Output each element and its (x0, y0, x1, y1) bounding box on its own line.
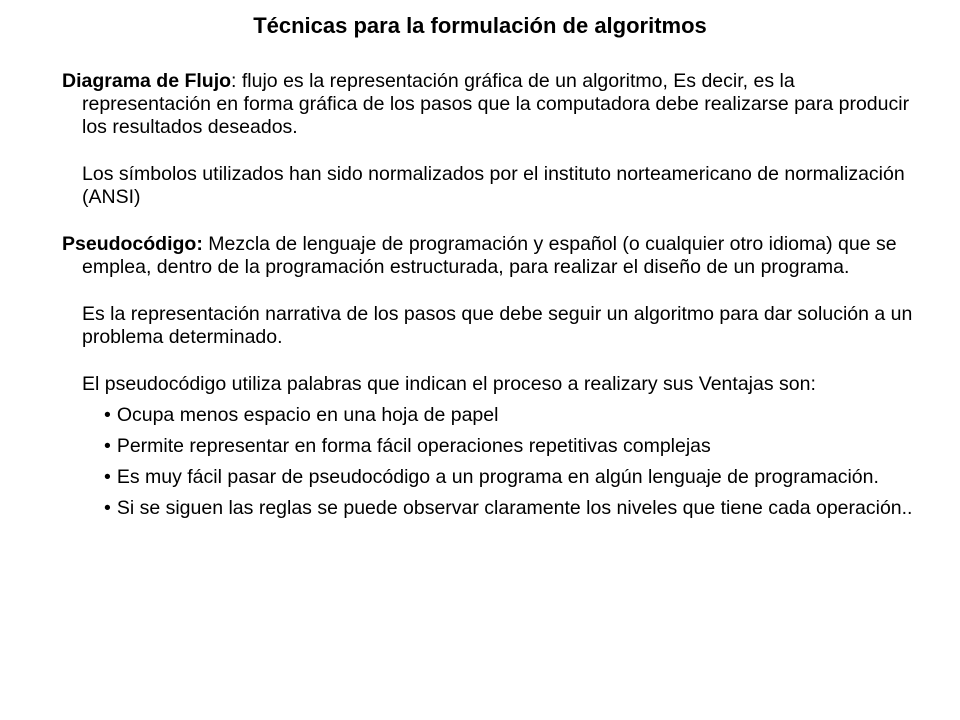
advantages-list (62, 404, 924, 520)
slide-body (62, 70, 924, 528)
bullet-icon: • (104, 497, 111, 519)
pseudo-note-2: El pseudocódigo utiliza palabras que indican el proceso a realizary sus Ventajas son: (82, 373, 816, 395)
pseudo-note-1: Es la representación narrativa de los pasos que debe seguir un algoritmo para dar solución a un problema determinado. (82, 303, 913, 348)
pseudo-definition (62, 233, 924, 279)
flow-text: : flujo es la representación gráfica de un algoritmo, Es decir, es la representación en forma gráfica de los pasos que la computadora debe realizarse para producir los resultados deseados. (82, 70, 910, 138)
bullet-icon: • (104, 435, 111, 457)
bullet-icon: • (104, 404, 111, 426)
bullet-icon: • (104, 466, 111, 488)
advantage-item: • Si se siguen las reglas se puede observar claramente los niveles que tiene cada operación.. (104, 497, 913, 519)
advantage-item: • Es muy fácil pasar de pseudocódigo a un programa en algún lenguaje de programación. (104, 466, 879, 488)
flow-note: Los símbolos utilizados han sido normalizados por el instituto norteamericano de normalización (ANSI) (82, 163, 905, 208)
flow-term: Diagrama de Flujo (62, 70, 232, 92)
advantage-item: • Permite representar en forma fácil operaciones repetitivas complejas (104, 435, 711, 457)
flow-definition (62, 70, 924, 139)
pseudo-text: Mezcla de lenguaje de programación y español (o cualquier otro idioma) que se emplea, dentro de la programación estructurada, para realizar el diseño de un programa. (82, 233, 897, 278)
pseudo-term: Pseudocódigo: (62, 233, 203, 255)
advantage-item: • Ocupa menos espacio en una hoja de papel (104, 404, 499, 426)
slide-title: Técnicas para la formulación de algoritmos (253, 13, 707, 38)
